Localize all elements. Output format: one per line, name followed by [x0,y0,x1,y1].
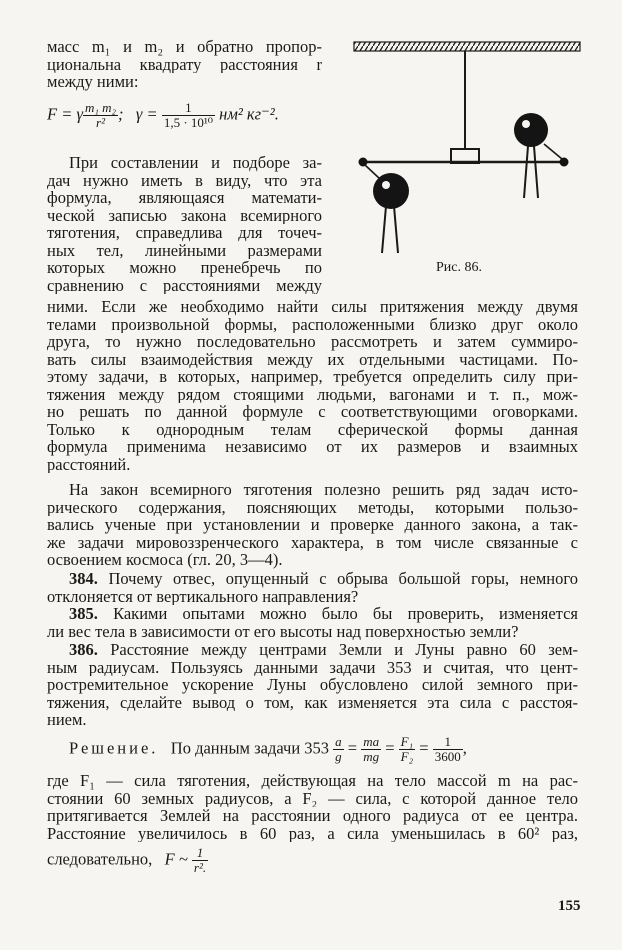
after-solution [47,772,578,842]
para1-line: тяжения между рядом стоящими людьми, вагонами и т. п., мож- [47,385,578,403]
problem-text: отклоняется от вертикального направления? [47,587,359,605]
problem-number: 385. [69,605,98,623]
para2-line: вались ученые при установлении и проверке данного закона, а так- [47,516,578,534]
left-line: сравнению с расстояниями между [47,276,322,294]
fraction-a-g: $\frac{a}{g}$ [335,734,342,764]
paragraph-1 [47,298,578,473]
problem-text: тяжения, сделайте вывод о том, как изменяется эта сила с расстоя- [47,693,578,711]
gamma-fraction: $\frac{1}{\text{1,5 · 10¹⁰}}$ [163,100,214,130]
fraction-ma-mg: $\frac{ma}{mg}$ [363,734,380,764]
left-line: дач нужно иметь в виду, что эта [47,171,322,189]
problem-text: Какими опытами можно было бы проверить, изменяется [113,605,578,623]
problem-text: нием. [47,711,87,729]
gamma-units: нм² кг⁻². [219,104,279,124]
fraction-f1-f2: $\frac{\text{F₁}}{\text{F₂}}$ [400,734,414,764]
left-line: При составлении и подборе за- [69,154,322,172]
left-line: ных тел, линейными размерами [47,241,322,259]
after-line: Расстояние увеличилось в 60 раз, а сила уменьшилась в 60² раз, [47,824,578,842]
para1-line: Только к однородным телам сферической формы данная [47,420,578,438]
figure-caption: Рис. 86. [436,260,482,275]
left-line: тяготения, справедлива для точеч- [47,224,322,242]
problem-text: Почему отвес, опущенный с обрыва большой горы, немного [108,570,578,588]
left-line: которых можно пренебречь по [47,259,322,277]
para1-line: телами произвольной формы, расположенными близко друг около [47,315,578,333]
after-line: стоянии 60 земных радиусов, а F₂ — сила, с которой данное тело [47,789,578,807]
fraction-1-r2: $\frac{1}{\text{r².}}$ [193,845,207,875]
problem-text: ростремительное ускорение Луны обусловлено силой земного при- [47,676,578,694]
page-number: 155 [558,898,581,914]
problem-text: Расстояние между центрами Земли и Луны равно 60 зем- [110,641,578,659]
para1-line: друга, то нужно последовательно рассмотреть и затем суммиро- [47,333,578,351]
solution-line: Решение. По данным задачи 353 $\frac{a}{g}$ = $\frac{ma}{mg}$ = $\frac{\text{F₁}}{\text{F₂}}$ = $\frac{1}{3600}$ , [69,734,467,764]
para1-line: этому задачи, в которых, например, требуется определить силу при- [47,368,578,386]
intro-line: между ними: [47,73,139,91]
problem-384 [47,570,578,605]
para2-line: же задачи мировоззренческого характера, в том числе связанные с [47,533,578,551]
intro-text [47,38,322,91]
problem-number: 386. [69,641,98,659]
final-line [47,846,208,875]
left-line: ческой записью закона всемирного [47,206,322,224]
intro-line: масс m₁ и m₂ и обратно пропор- [47,38,322,56]
gravity-formula: F = γ $\frac{\text{m₁ m₂}}{\text{r²}}$ ; γ = $\frac{1}{\text{1,5 · 10¹⁰}}$ нм² кг⁻². [47,100,279,130]
formula-lhs: F = γ [47,104,83,124]
large-sphere-right [514,113,548,147]
para1-line: но решать по данной формуле с соответствующими оговорками. [47,403,578,421]
final-lhs: F ~ [164,849,188,869]
problem-386 [47,641,578,729]
problem-385 [47,605,578,640]
problem-number: 384. [69,570,98,588]
after-line: притягивается Землей на расстоянии одного радиуса от ее центра. [47,807,578,825]
torsion-balance-figure [348,38,588,268]
ceiling-support [354,42,580,51]
para2-line: освоением космоса (гл. 20, 3—4). [47,551,283,569]
paragraph-2 [47,481,578,569]
final-text: следовательно, [47,849,153,869]
intro-line: циональна квадрату расстояния r [47,55,322,73]
problem-text: ли вес тела в зависимости от его высоты над поверхностью земли? [47,622,519,640]
left-line: формула, являющаяся математи- [47,189,322,207]
para1-line: расстояний. [47,455,131,473]
para2-line: На закон всемирного тяготения полезно решить ряд задач исто- [69,481,578,499]
left-paragraph [47,154,322,294]
problem-text: ным радиусам. Пользуясь данными задачи 353 и считая, что цент- [47,658,578,676]
solution-label: Решение. [69,738,159,758]
after-line: где F₁ — сила тяготения, действующая на тело массой m на рас- [47,772,578,790]
para1-line: ними. Если же необходимо найти силы притяжения между двумя [47,298,578,316]
fraction-1-3600: $\frac{1}{3600}$ [434,734,461,764]
solution-text: По данным задачи 353 [170,738,330,758]
para1-line: вать силы взаимодействия между их отдельными частицами. По- [47,350,578,368]
para1-line: формула применима независимо от их размеров и взаимных [47,438,578,456]
formula-fraction: $\frac{\text{m₁ m₂}}{\text{r²}}$ [84,100,117,130]
para2-line: рического содержания, поясняющих методы, которыми пользо- [47,498,578,516]
gamma-lhs: γ = [135,104,158,124]
